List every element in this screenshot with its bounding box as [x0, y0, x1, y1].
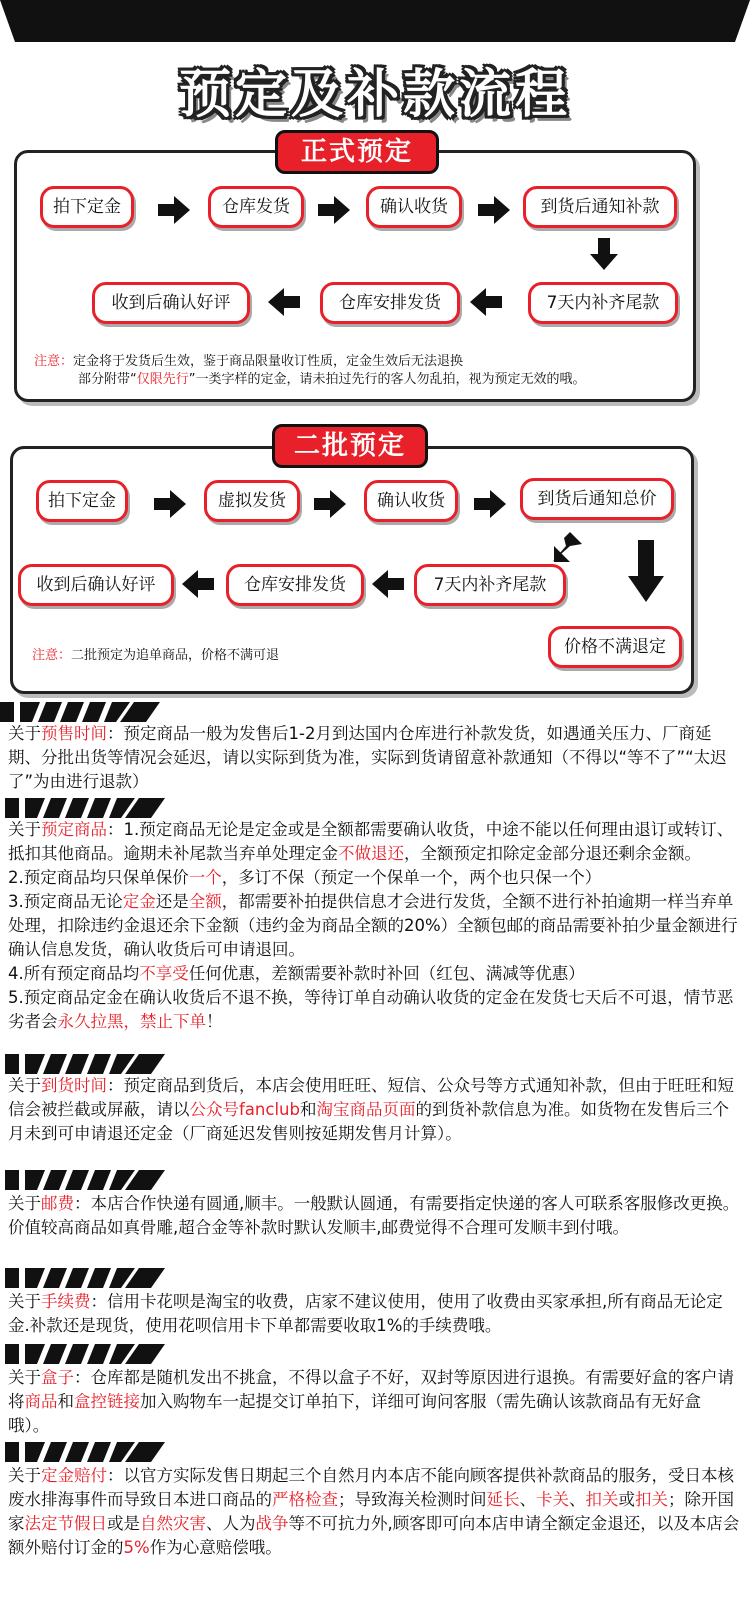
section-pre: 关于 — [8, 820, 41, 839]
top-banner — [0, 0, 750, 42]
section-key: 盒子 — [41, 1368, 74, 1387]
second-node-confirm: 确认收货 — [364, 480, 458, 522]
section-text: ：本店合作快递有圆通,顺丰。一般默认圆通，有需要指定快递的客人可联系客服修改更换。价值较高商品如真骨雕,超合金等补款时默认发顺丰,邮费觉得不合理可发顺丰到付哦。 — [8, 1194, 740, 1237]
second-node-virtual: 虚拟发货 — [204, 480, 300, 522]
section-pre: 关于 — [8, 1076, 41, 1095]
section-text: 和 — [57, 1392, 74, 1411]
section-highlight: 永久拉黑，禁止下单 — [57, 1012, 206, 1031]
section-text: 3.预定商品无论 — [8, 892, 123, 911]
section-text: 4.所有预定商品均 — [8, 964, 140, 983]
section-highlight: 淘宝商品页面 — [316, 1100, 416, 1119]
section-text: 还是 — [155, 892, 189, 911]
formal-node-ship: 仓库发货 — [208, 186, 304, 228]
section-divider — [0, 1344, 170, 1364]
section-highlight: 卡关 — [536, 1490, 569, 1509]
section-text: ：1.预定商品无论是定金或是全额都需要确认收货，中途不能以任何理由退订或转订、抵扣其他商品。逾期未补尾款当弃单处理定金 — [8, 820, 734, 863]
section-highlight: 商品 — [24, 1392, 58, 1411]
arrow-icon — [552, 532, 582, 562]
section-key: 预售时间 — [41, 724, 107, 743]
section-key: 到货时间 — [41, 1076, 107, 1095]
arrow-icon — [314, 490, 346, 518]
section-handling-fee — [8, 1290, 742, 1338]
section-text: 或是 — [107, 1514, 140, 1533]
section-text: ：仓库都是随机发出不挑盒，不得以盒子不好，双封等原因进行退换。有需要好盒的客户请将 — [8, 1368, 734, 1411]
section-text: 、 — [569, 1490, 586, 1509]
section-text: ，都需要补拍提供信息才会进行发货，全额不进行补拍逾期一样当弃单处理，扣除违约金退还余下金额（违约金为商品全额的20%）全额包邮的商品需要补拍少量金额进行确认信息发货，确认收货后可申请退回。 — [8, 892, 738, 959]
second-title: 二批预定 — [272, 424, 428, 468]
second-node-deposit: 拍下定金 — [36, 480, 128, 522]
section-arrival-time — [8, 1074, 742, 1146]
section-text: ，全额预定扣除定金部分退还剩余金额。 — [404, 844, 701, 863]
section-highlight: 法定节假日 — [24, 1514, 107, 1533]
second-node-refund: 价格不满退定 — [548, 626, 682, 668]
section-highlight: 扣关 — [635, 1490, 668, 1509]
section-key: 手续费 — [41, 1292, 91, 1311]
note-text: ”一类字样的定金，请未拍过先行的客人勿乱拍，视为预定无效的哦。 — [188, 372, 586, 387]
section-divider — [0, 1442, 170, 1462]
section-text: 、 — [519, 1490, 536, 1509]
section-divider — [0, 702, 160, 722]
section-presale-time — [8, 722, 742, 794]
section-highlight: 自然灾害 — [140, 1514, 206, 1533]
note-text: 二批预定为追单商品，价格不满可退 — [71, 648, 280, 663]
section-key: 预定商品 — [41, 820, 107, 839]
section-highlight: 严格检查 — [272, 1490, 338, 1509]
section-text: 或 — [618, 1490, 635, 1509]
arrow-icon — [588, 238, 620, 270]
section-preorder-items — [8, 818, 742, 1034]
formal-node-review: 收到后确认好评 — [92, 282, 250, 324]
section-text: ！ — [206, 1012, 223, 1031]
arrow-icon — [154, 490, 186, 518]
page-title: 预定及补款流程 — [178, 65, 571, 125]
section-text: 5.预定商品定金在确认收货后不退不换，等待订单自动确认收货的定金在发货七天后不可退，情节恶劣者会 — [8, 988, 734, 1031]
section-highlight: 全额 — [188, 892, 222, 911]
arrow-icon — [318, 196, 350, 224]
section-divider — [0, 1268, 170, 1288]
section-pre: 关于 — [8, 1194, 41, 1213]
arrow-icon — [372, 570, 404, 598]
second-node-notify: 到货后通知总价 — [520, 478, 674, 520]
formal-note-1 — [34, 352, 463, 372]
section-pre: 关于 — [8, 1368, 41, 1387]
note-text: 定金将于发货后生效，鉴于商品限量收订性质，定金生效后无法退换 — [73, 354, 464, 369]
formal-node-notify: 到货后通知补款 — [523, 186, 677, 228]
section-box — [8, 1366, 742, 1438]
section-text: 的到货补款信息为准。如货物在发售后三个月未到可申请退还定金（厂商延迟发售则按延期发售月计算）。 — [8, 1100, 729, 1143]
arrow-icon — [470, 288, 502, 316]
section-shipping-fee — [8, 1192, 742, 1240]
section-text: ，多订不保（预定一个保单一个，两个也只保一个） — [221, 868, 602, 887]
arrow-icon — [474, 490, 506, 518]
note-label: 注意： — [32, 648, 72, 663]
section-highlight: 一个 — [188, 868, 222, 887]
section-pre: 关于 — [8, 1292, 41, 1311]
section-highlight: 盒控链接 — [74, 1392, 140, 1411]
section-text: ：以官方实际发售日期起三个自然月内本店不能向顾客提供补款商品的服务，受日本核废水排海事件而导致日本进口商品的 — [8, 1466, 734, 1509]
section-divider — [0, 1170, 170, 1190]
second-note — [32, 646, 279, 666]
arrow-icon — [182, 570, 214, 598]
section-divider — [0, 798, 170, 818]
section-text: 2.预定商品均只保单保价 — [8, 868, 189, 887]
section-highlight: 不享受 — [139, 964, 189, 983]
section-text: ；导致海关检测时间 — [338, 1490, 487, 1509]
formal-node-deposit: 拍下定金 — [40, 186, 134, 228]
section-pre: 关于 — [8, 724, 41, 743]
section-text: 任何优惠，差额需要补款时补回（红包、满减等优惠） — [188, 964, 585, 983]
section-key: 邮费 — [41, 1194, 74, 1213]
formal-node-balance: 7天内补齐尾款 — [528, 282, 678, 324]
section-text: ：信用卡花呗是淘宝的收费，店家不建议使用，使用了收费由买家承担,所有商品无论定金.补款还是现货，使用花呗信用卡下单都需要收取1%的手续费哦。 — [8, 1292, 723, 1335]
section-text: 、人为 — [206, 1514, 256, 1533]
section-text: 作为心意赔偿哦。 — [149, 1538, 282, 1557]
formal-note-2 — [78, 370, 586, 390]
section-highlight: 扣关 — [585, 1490, 619, 1509]
section-text: ；除开国家 — [8, 1490, 734, 1533]
formal-node-confirm: 确认收货 — [366, 186, 462, 228]
arrow-icon — [628, 540, 664, 602]
formal-title: 正式预定 — [275, 130, 439, 174]
section-highlight: 不做退还 — [338, 844, 404, 863]
arrow-icon — [268, 288, 300, 316]
second-node-review: 收到后确认好评 — [18, 564, 174, 606]
second-node-warehouse: 仓库安排发货 — [226, 564, 364, 606]
arrow-icon — [158, 196, 190, 224]
section-text: 和 — [299, 1100, 317, 1119]
second-node-balance: 7天内补齐尾款 — [414, 564, 566, 606]
section-text: 等不可抗力外,顾客即可向本店申请全额定金退还，以及本店会额外赔付订金的 — [8, 1514, 740, 1557]
section-deposit-compensation — [8, 1464, 742, 1560]
section-pre: 关于 — [8, 1466, 41, 1485]
note-label: 注意： — [34, 354, 74, 369]
section-highlight: 公众号fanclub — [189, 1100, 300, 1119]
arrow-icon — [478, 196, 510, 224]
section-highlight: 战争 — [255, 1514, 289, 1533]
section-text: ：预定商品一般为发售后1-2月到达国内仓库进行补款发货，如遇通关压力、厂商延期、分批出货等情况会延迟，请以实际到货为准，实际到货请留意补款通知（不得以“等不了”“太迟了”为由进行退款） — [8, 724, 727, 791]
note-text: 部分附带“ — [78, 372, 137, 387]
formal-node-warehouse: 仓库安排发货 — [320, 282, 460, 324]
section-highlight: 5% — [123, 1538, 150, 1557]
note-highlight: 仅限先行 — [136, 372, 189, 387]
section-text: ：预定商品到货后，本店会使用旺旺、短信、公众号等方式通知补款，但由于旺旺和短信会被拦截或屏蔽，请以 — [8, 1076, 734, 1119]
section-text: 加入购物车一起提交订单拍下，详细可询问客服（需先确认该款商品有无好盒哦）。 — [8, 1392, 701, 1435]
section-divider — [0, 1054, 170, 1074]
section-key: 定金赔付 — [41, 1466, 107, 1485]
section-highlight: 定金 — [122, 892, 156, 911]
section-highlight: 延长 — [486, 1490, 520, 1509]
